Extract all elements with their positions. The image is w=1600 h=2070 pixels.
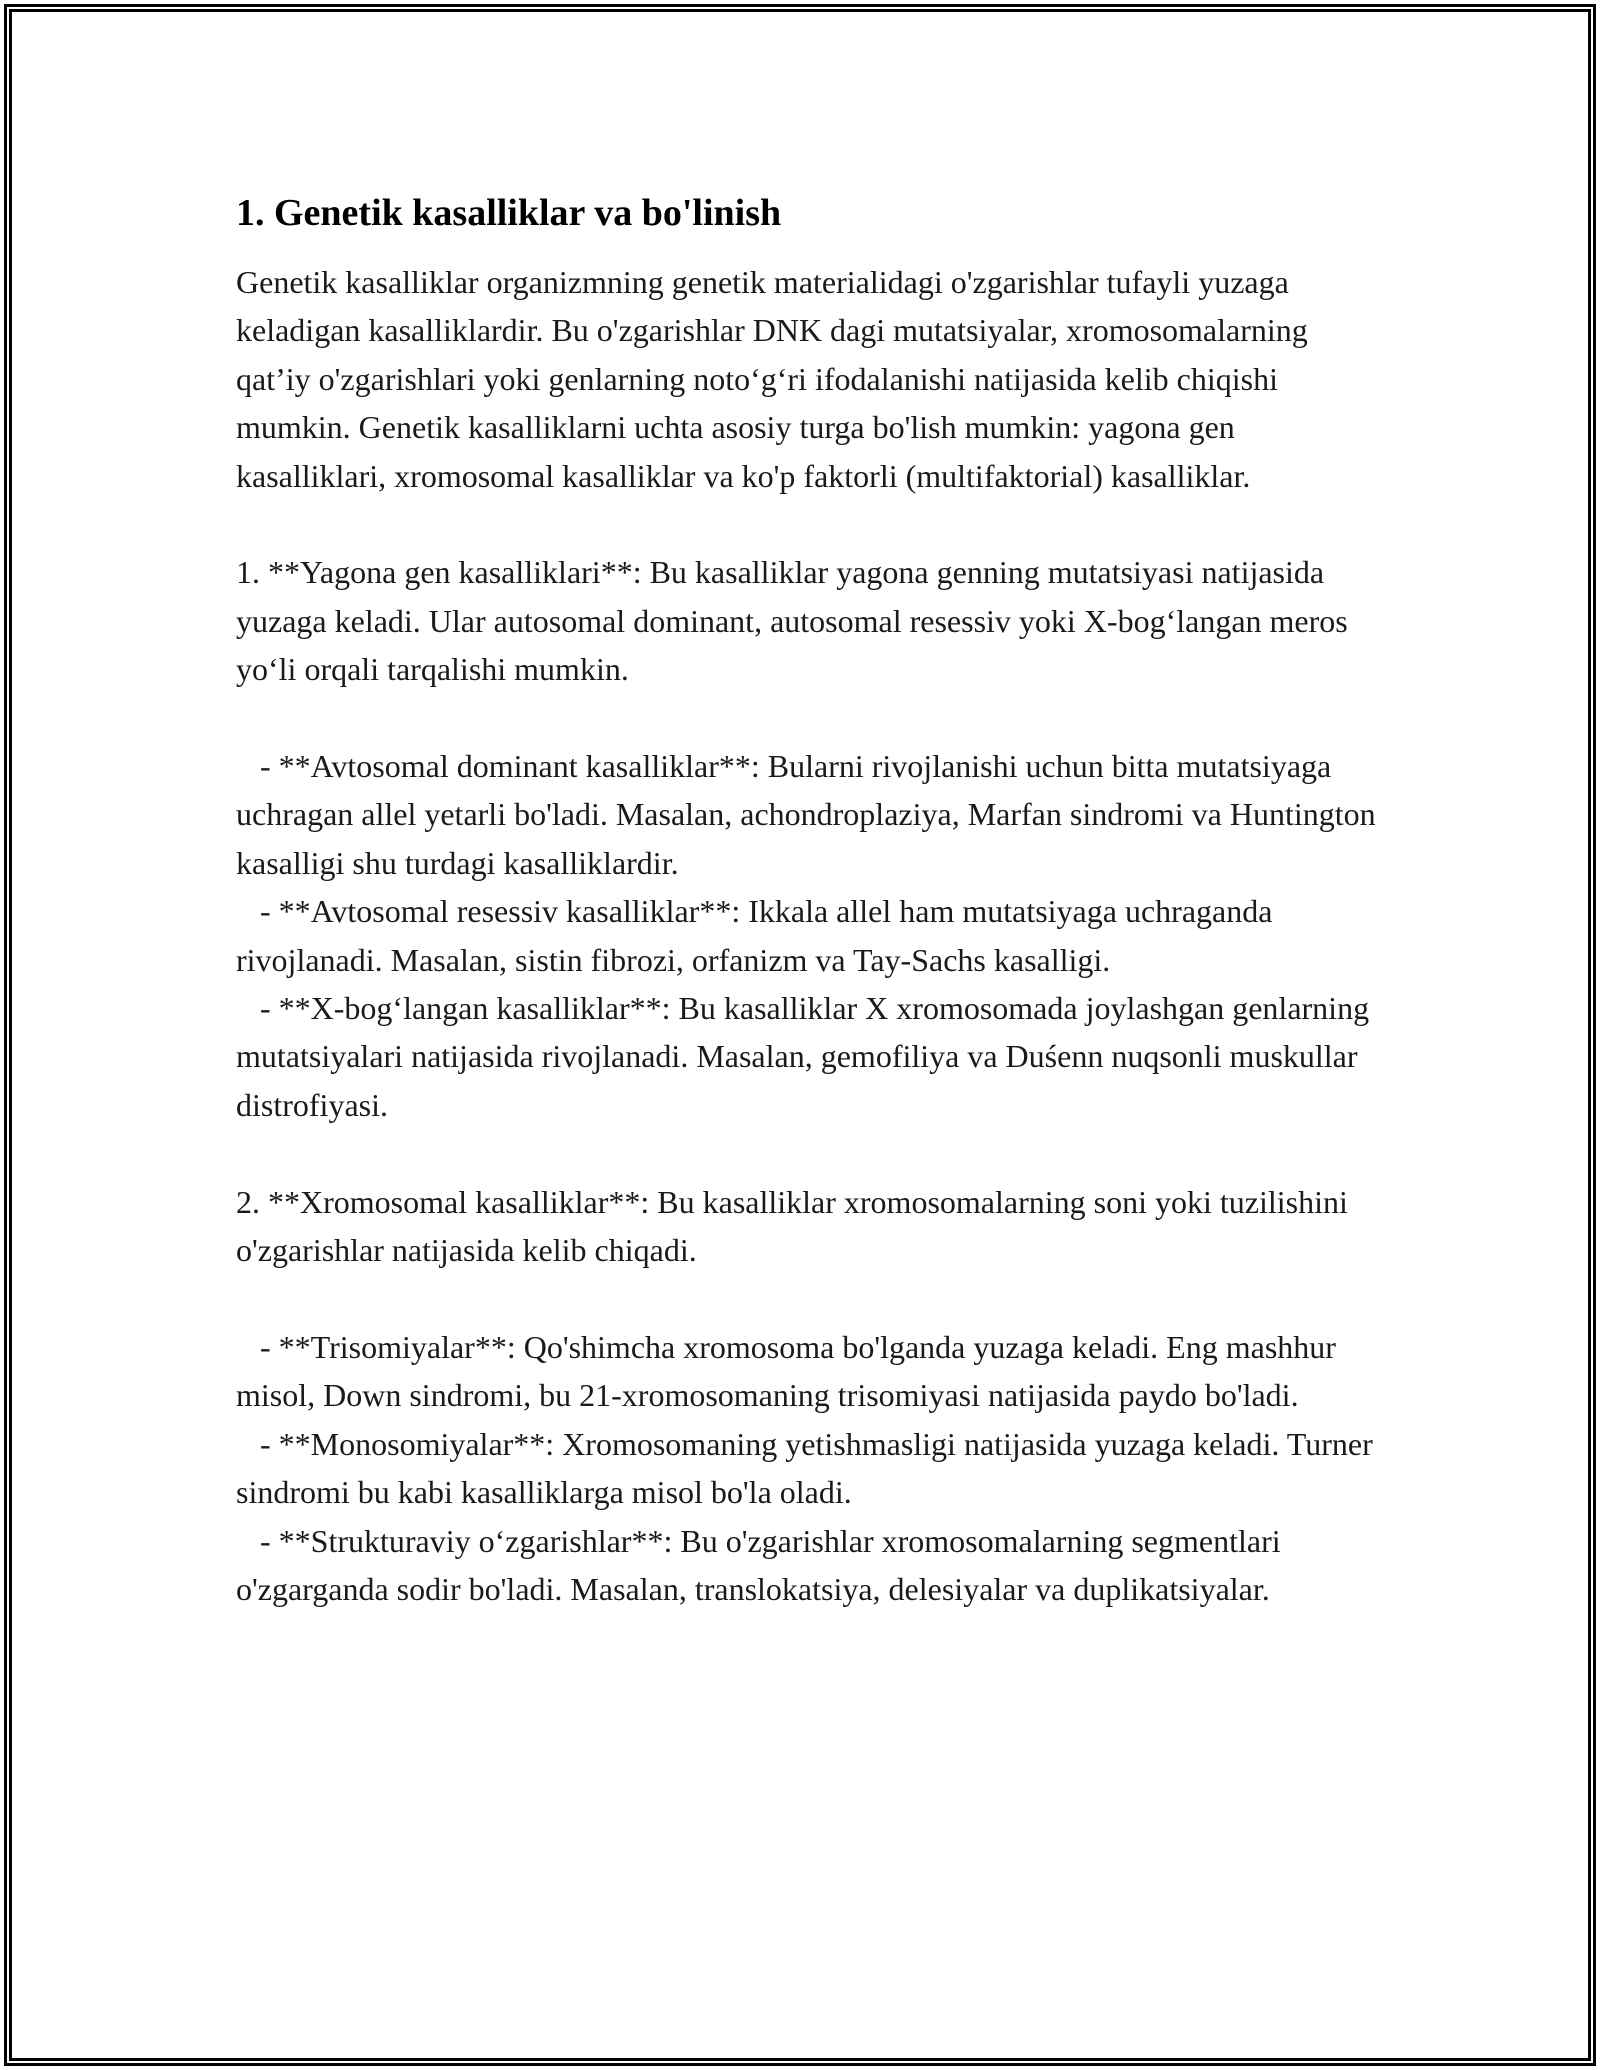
spacer xyxy=(236,1129,1376,1177)
sub-item-autosomal-recessive: - **Avtosomal resessiv kasalliklar**: Ikkala allel ham mutatsiyaga uchraganda rivojlanadi. Masalan, sistin fibrozi, orfanizm va Tay-Sachs kasalligi. xyxy=(236,893,1281,978)
spacer xyxy=(236,500,1376,548)
sub-item-trisomies: - **Trisomiyalar**: Qo'shimcha xromosoma bo'lganda yuzaga keladi. Eng mashhur misol, Down sindromi, bu 21-xromosomaning trisomiyasi natijasida paydo bo'ladi. xyxy=(236,1328,1344,1414)
sub-item-monosomies: - **Monosomiyalar**: Xromosomaning yetishmasligi natijasida yuzaga keladi. Turner sindromi bu kabi kasalliklarga misol bo'la oladi. xyxy=(236,1425,1381,1511)
list-item-chromosomal: 2. **Xromosomal kasalliklar**: Bu kasalliklar xromosomalarning soni yoki tuzilishini o'zgarishlar natijasida kelib chiqadi. xyxy=(236,1183,1356,1269)
sub-item-x-linked: - **X-bog‘langan kasalliklar**: Bu kasalliklar X xromosomada joylashgan genlarning mutatsiyalari natijasida rivojlanadi. Masalan, gemofiliya va Duśenn nuqsonli muskullar distrofiyasi. xyxy=(236,990,1378,1123)
spacer xyxy=(236,1274,1376,1322)
intro-paragraph: Genetik kasalliklar organizmning genetik materialidagi o'zgarishlar tufayli yuzaga keladigan kasalliklardir. Bu o'zgarishlar DNK dagi mutatsiyalar, xromosomalarning qat’iy o'zgarishlari yoki genlarning noto‘g‘ri ifodalanishi natijasida kelib chiqishi mumkin. Genetik kasalliklarni uchta asosiy turga bo'lish mumkin: yagona gen kasalliklari, xromosomal kasalliklar va ko'p faktorli (multifaktorial) kasalliklar. xyxy=(236,264,1316,494)
list-item-single-gene: 1. **Yagona gen kasalliklari**: Bu kasalliklar yagona genning mutatsiyasi natijasida yuzaga keladi. Ular autosomal dominant, autosomal resessiv yoki X-bog‘langan meros yo‘li orqali tarqalishi mumkin. xyxy=(236,554,1356,688)
document-body xyxy=(236,188,1384,1613)
sub-item-structural-changes: - **Strukturaviy o‘zgarishlar**: Bu o'zgarishlar xromosomalarning segmentlari o'zgarganda sodir bo'ladi. Masalan, translokatsiya, delesiyalar va duplikatsiyalar. xyxy=(236,1522,1289,1607)
spacer xyxy=(236,694,1376,742)
section-heading: 1. Genetik kasalliklar va bo'linish xyxy=(236,192,782,234)
sub-item-autosomal-dominant: - **Avtosomal dominant kasalliklar**: Bularni rivojlanishi uchun bitta mutatsiyaga uchragan allel yetarli bo'ladi. Masalan, achondroplaziya, Marfan sindromi va Huntington kasalligi shu turdagi kasalliklardir. xyxy=(236,748,1384,881)
